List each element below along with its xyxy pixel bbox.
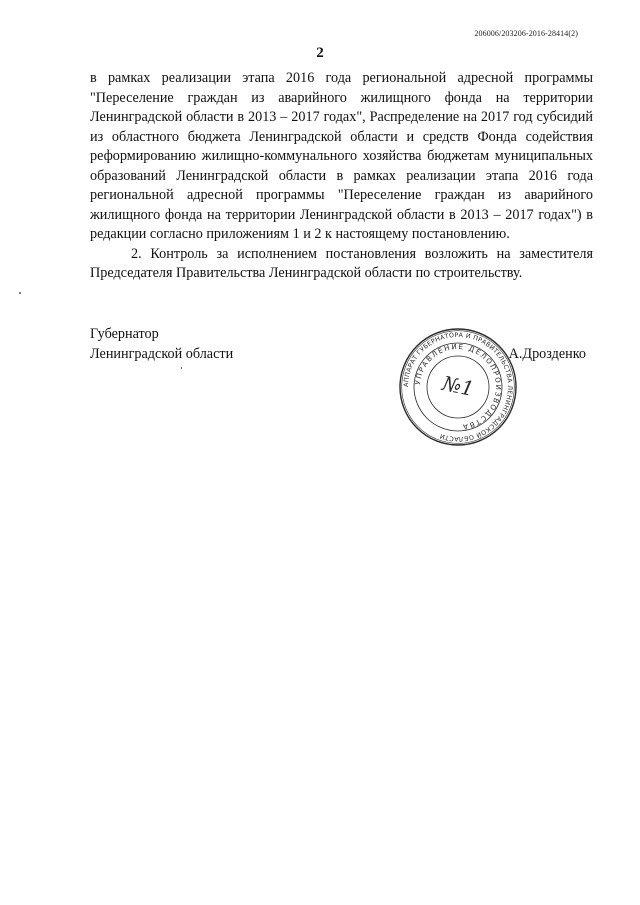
- signatory-title: Губернатор: [90, 326, 159, 342]
- scan-speck: [19, 292, 21, 294]
- signatory-name: А.Дрозденко: [508, 345, 586, 362]
- official-seal-stamp: [398, 327, 518, 447]
- document-registration-code: 206006/203206-2016-28414(2): [474, 29, 578, 38]
- paragraph-continuation: в рамках реализации этапа 2016 года региональной адресной программы "Переселение граждан из аварийного жилищного фонда на территории Ленинградской области в 2013 – 2017 годах", Распределение на 2017 год субсидий из областного бюджета Ленинградской области и средств Фонда содействия реформированию жилищно-коммунального хозяйства бюджетам муниципальных образований Ленинградской области в рамках реализации этапа 2016 года региональной адресной программы "Переселение граждан из аварийного жилищного фонда на территории Ленинградской области в 2013 – 2017 годах") в редакции согласно приложениям 1 и 2 к настоящему постановлению.: [90, 70, 593, 242]
- signatory-region: Ленинградской области: [90, 345, 234, 362]
- seal-outer-text: АППАРАТ ГУБЕРНАТОРА И ПРАВИТЕЛЬСТВА ЛЕНИНГРАДСКОЙ ОБЛАСТИ: [402, 331, 514, 443]
- paragraph-control-clause: 2. Контроль за исполнением постановления возложить на заместителя Председателя Правительства Ленинградской области по строительству.: [90, 245, 593, 281]
- page-number: 2: [316, 45, 324, 61]
- document-body: [90, 69, 593, 284]
- seal-number: №1: [440, 370, 477, 402]
- scan-speck: [181, 367, 182, 369]
- seal-inner-text: УПРАВЛЕНИЕ ДЕЛОПРОИЗВОДСТВА: [413, 342, 503, 431]
